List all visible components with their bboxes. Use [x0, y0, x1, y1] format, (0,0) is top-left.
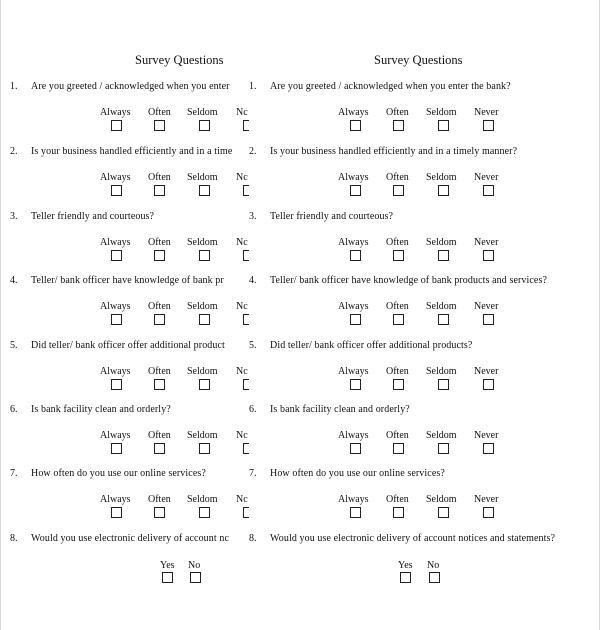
question-text: Are you greeted / acknowledged when you enter the bank? — [270, 81, 511, 92]
question-number: 3. — [10, 211, 18, 222]
option-label-yes: Yes — [398, 560, 413, 571]
option-label-never: Never — [474, 494, 499, 505]
question-number: 6. — [10, 404, 18, 415]
option-label-often: Often — [386, 430, 409, 441]
question-number: 1. — [249, 81, 257, 92]
option-label-seldom: Seldom — [187, 301, 218, 312]
question-number: 4. — [249, 275, 257, 286]
option-label-often: Often — [148, 301, 171, 312]
option-label-seldom: Seldom — [187, 107, 218, 118]
checkbox-yes[interactable] — [162, 572, 173, 583]
question-text: Is your business handled efficiently and in a timely manner? — [270, 146, 518, 157]
checkbox-always[interactable] — [111, 250, 122, 261]
question-text: Teller/ bank officer have knowledge of bank products and services? — [270, 275, 547, 286]
checkbox-seldom[interactable] — [199, 443, 210, 454]
checkbox-often[interactable] — [393, 250, 404, 261]
checkbox-never[interactable] — [483, 120, 494, 131]
survey-title: Survey Questions — [374, 53, 463, 67]
checkbox-never[interactable] — [483, 379, 494, 390]
option-label-often: Often — [386, 172, 409, 183]
option-label-no: No — [188, 560, 201, 571]
option-label-seldom: Seldom — [187, 366, 218, 377]
checkbox-always[interactable] — [350, 379, 361, 390]
option-label-often: Often — [148, 494, 171, 505]
option-label-seldom: Seldom — [426, 366, 457, 377]
option-label-always: Always — [100, 494, 131, 505]
option-label-always: Always — [100, 301, 131, 312]
question-text: Did teller/ bank officer offer additional products? — [270, 340, 473, 351]
checkbox-never[interactable] — [483, 185, 494, 196]
option-label-seldom: Seldom — [426, 172, 457, 183]
option-label-always: Always — [338, 366, 369, 377]
checkbox-often[interactable] — [154, 185, 165, 196]
question-number: 1. — [10, 81, 18, 92]
option-label-always: Always — [100, 237, 131, 248]
question-text: Teller friendly and courteous? — [270, 211, 394, 222]
option-label-often: Often — [386, 366, 409, 377]
option-label-often: Often — [148, 172, 171, 183]
checkbox-always[interactable] — [111, 443, 122, 454]
checkbox-never[interactable] — [483, 314, 494, 325]
checkbox-often[interactable] — [154, 507, 165, 518]
question-number: 4. — [10, 275, 18, 286]
option-label-seldom: Seldom — [187, 172, 218, 183]
option-label-nc: Nc — [236, 366, 248, 377]
option-label-always: Always — [100, 366, 131, 377]
option-label-never: Never — [474, 107, 499, 118]
question-text: Teller/ bank officer have knowledge of bank pr — [31, 275, 224, 286]
option-label-seldom: Seldom — [426, 301, 457, 312]
option-label-nc: Nc — [236, 172, 248, 183]
question-text: Is bank facility clean and orderly? — [270, 404, 410, 415]
option-label-seldom: Seldom — [426, 107, 457, 118]
option-label-nc: Nc — [236, 301, 248, 312]
option-label-never: Never — [474, 366, 499, 377]
option-label-seldom: Seldom — [426, 430, 457, 441]
question-text: Is your business handled efficiently and in a time — [31, 146, 233, 157]
question-text: Is bank facility clean and orderly? — [31, 404, 171, 415]
checkbox-seldom[interactable] — [438, 314, 449, 325]
question-number: 2. — [10, 146, 18, 157]
option-label-always: Always — [338, 237, 369, 248]
checkbox-seldom[interactable] — [199, 379, 210, 390]
checkbox-seldom[interactable] — [438, 250, 449, 261]
checkbox-often[interactable] — [154, 250, 165, 261]
question-text: Teller friendly and courteous? — [31, 211, 155, 222]
option-label-never: Never — [474, 237, 499, 248]
checkbox-seldom[interactable] — [438, 379, 449, 390]
checkbox-often[interactable] — [154, 120, 165, 131]
option-label-seldom: Seldom — [426, 237, 457, 248]
option-label-nc: Nc — [236, 430, 248, 441]
option-label-no: No — [427, 560, 440, 571]
option-label-never: Never — [474, 430, 499, 441]
checkbox-often[interactable] — [154, 379, 165, 390]
checkbox-always[interactable] — [350, 120, 361, 131]
option-label-often: Often — [386, 301, 409, 312]
question-number: 8. — [249, 533, 257, 544]
checkbox-seldom[interactable] — [438, 120, 449, 131]
checkbox-often[interactable] — [393, 379, 404, 390]
option-label-seldom: Seldom — [187, 237, 218, 248]
checkbox-always[interactable] — [350, 314, 361, 325]
question-number: 5. — [249, 340, 257, 351]
option-label-always: Always — [338, 172, 369, 183]
option-label-often: Often — [386, 237, 409, 248]
question-text: How often do you use our online services? — [270, 468, 445, 479]
option-label-nc: Nc — [236, 237, 248, 248]
question-number: 8. — [10, 533, 18, 544]
checkbox-often[interactable] — [154, 314, 165, 325]
option-label-always: Always — [338, 430, 369, 441]
option-label-always: Always — [338, 107, 369, 118]
survey-column-left — [0, 0, 249, 630]
checkbox-always[interactable] — [111, 314, 122, 325]
checkbox-always[interactable] — [111, 379, 122, 390]
question-text: Are you greeted / acknowledged when you enter — [31, 81, 230, 92]
checkbox-yes[interactable] — [400, 572, 411, 583]
option-label-often: Often — [148, 237, 171, 248]
checkbox-often[interactable] — [393, 120, 404, 131]
option-label-often: Often — [148, 107, 171, 118]
checkbox-always[interactable] — [350, 443, 361, 454]
option-label-often: Often — [386, 494, 409, 505]
checkbox-always[interactable] — [350, 507, 361, 518]
checkbox-often[interactable] — [393, 507, 404, 518]
checkbox-never[interactable] — [483, 507, 494, 518]
checkbox-often[interactable] — [393, 443, 404, 454]
checkbox-always[interactable] — [111, 120, 122, 131]
checkbox-seldom[interactable] — [199, 250, 210, 261]
question-number: 2. — [249, 146, 257, 157]
option-label-always: Always — [100, 172, 131, 183]
question-text: Did teller/ bank officer offer additional product — [31, 340, 225, 351]
checkbox-seldom[interactable] — [438, 443, 449, 454]
checkbox-often[interactable] — [393, 185, 404, 196]
checkbox-seldom[interactable] — [199, 507, 210, 518]
option-label-seldom: Seldom — [426, 494, 457, 505]
option-label-always: Always — [338, 301, 369, 312]
question-number: 6. — [249, 404, 257, 415]
option-label-often: Often — [148, 366, 171, 377]
option-label-yes: Yes — [160, 560, 175, 571]
survey-column-right — [249, 0, 600, 630]
checkbox-seldom[interactable] — [199, 120, 210, 131]
checkbox-seldom[interactable] — [438, 185, 449, 196]
checkbox-always[interactable] — [111, 185, 122, 196]
question-number: 7. — [10, 468, 18, 479]
option-label-nc: Nc — [236, 494, 248, 505]
survey-title: Survey Questions — [135, 53, 224, 67]
checkbox-seldom[interactable] — [199, 314, 210, 325]
checkbox-often[interactable] — [154, 443, 165, 454]
checkbox-no[interactable] — [190, 572, 201, 583]
question-number: 7. — [249, 468, 257, 479]
checkbox-always[interactable] — [111, 507, 122, 518]
checkbox-seldom[interactable] — [438, 507, 449, 518]
option-label-seldom: Seldom — [187, 494, 218, 505]
option-label-always: Always — [100, 430, 131, 441]
option-label-never: Never — [474, 301, 499, 312]
question-text: Would you use electronic delivery of account notices and statements? — [270, 533, 556, 544]
option-label-never: Never — [474, 172, 499, 183]
checkbox-always[interactable] — [350, 250, 361, 261]
question-number: 3. — [249, 211, 257, 222]
question-text: Would you use electronic delivery of account nc — [31, 533, 229, 544]
checkbox-never[interactable] — [483, 443, 494, 454]
option-label-often: Often — [386, 107, 409, 118]
option-label-always: Always — [100, 107, 131, 118]
checkbox-never[interactable] — [483, 250, 494, 261]
option-label-often: Often — [148, 430, 171, 441]
option-label-seldom: Seldom — [187, 430, 218, 441]
option-label-always: Always — [338, 494, 369, 505]
checkbox-often[interactable] — [393, 314, 404, 325]
checkbox-no[interactable] — [429, 572, 440, 583]
question-number: 5. — [10, 340, 18, 351]
option-label-nc: Nc — [236, 107, 248, 118]
checkbox-always[interactable] — [350, 185, 361, 196]
checkbox-seldom[interactable] — [199, 185, 210, 196]
question-text: How often do you use our online services? — [31, 468, 206, 479]
